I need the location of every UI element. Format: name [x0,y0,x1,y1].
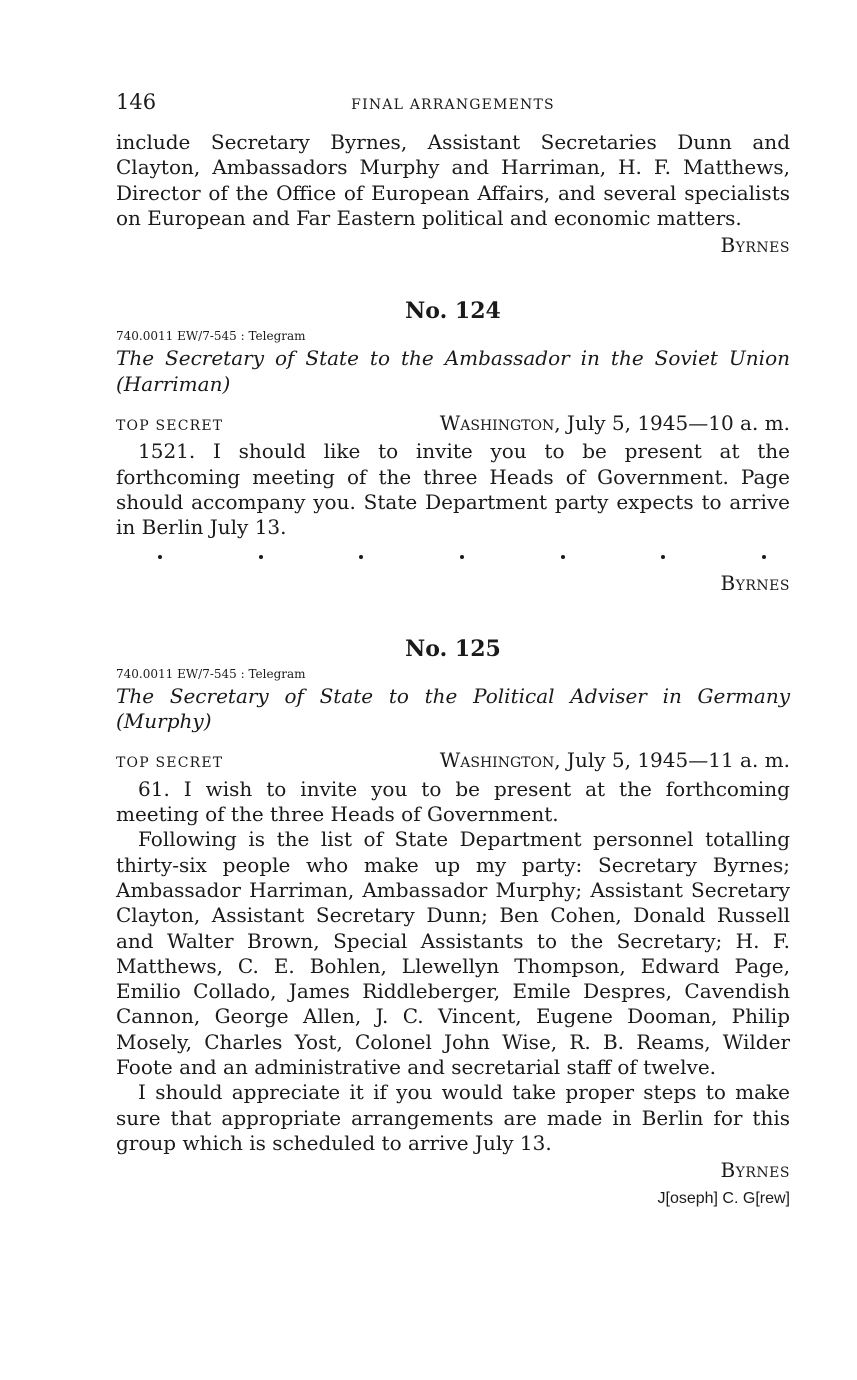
paragraph-125-2: Following is the list of State Department personnel totalling thirty-six people who make up my party: Secretary Byrnes; Ambassador Harriman, Ambassador Murphy; Assistant Secretary Clayton, Assistant Secretary Dunn; Ben Cohen, Donald Russell and Walter Brown, Special Assistants to the Secretary; H. F. Matthews, C. E. Bohlen, Llewellyn Thompson, Edward Page, Emilio Collado, James Riddleberger, Emile Despres, Cavendish Cannon, George Allen, J. C. Vincent, Eugene Dooman, Philip Mosely, Charles Yost, Colonel John Wise, R. B. Reams, Wilder Foote and an administrative and secretarial staff of twelve. [116,827,790,1080]
doc-number-125: No. 125 [405,635,501,662]
dot [359,555,363,559]
dot [762,555,766,559]
classification-124: TOP SECRET [116,418,224,435]
dot [460,555,464,559]
date-text-125: July 5, 1945—11 a. m. [560,748,790,773]
dot [561,555,565,559]
date-text-124: July 5, 1945—10 a. m. [560,411,790,436]
intro-signature: Byrnes [720,233,790,258]
doc-title-124: The Secretary of State to the Ambassador in the Soviet Union (Harriman) [116,346,790,396]
file-ref-124: 740.0011 EW/7-545 : Telegram [116,329,306,344]
signature-125: Byrnes [720,1158,790,1183]
date-125 [440,748,790,773]
signature-grew: J[oseph] C. G[rew] [657,1189,790,1207]
signature-124: Byrnes [720,570,790,595]
paragraph-124: 1521. I should like to invite you to be present at the forthcoming meeting of the three Heads of Government. Page should accompany you. State Department party expects to arrive in Berlin July 13. [116,439,790,540]
dot [661,555,665,559]
dateline-125 [116,748,790,776]
dateline-124 [116,411,790,439]
paragraph-125-3: I should appreciate it if you would take proper steps to make sure that appropriate arrangements are made in Berlin for this group which is scheduled to arrive July 13. [116,1080,790,1155]
place-124: Washington, [439,411,561,436]
intro-paragraph: include Secretary Byrnes, Assistant Secretaries Dunn and Clayton, Ambassadors Murphy and Harriman, H. F. Matthews, Director of the Office of European Affairs, and several specialists on European and Far Eastern political and economic matters. [116,130,790,230]
file-ref-125: 740.0011 EW/7-545 : Telegram [116,666,306,681]
doc-title-125: The Secretary of State to the Political Adviser in Germany (Murphy) [116,683,790,734]
place-125: Washington, [439,748,561,773]
dot [259,555,263,559]
ellipsis-dots [116,547,790,569]
date-124 [440,411,790,436]
running-head: FINAL ARRANGEMENTS [351,97,555,113]
dot [158,555,162,559]
page-header [116,88,790,118]
paragraph-125-1: 61. I wish to invite you to be present at the forthcoming meeting of the three Heads of Government. [116,776,790,827]
page-number: 146 [116,90,157,114]
document-page [116,88,790,1211]
doc-number-124: No. 124 [405,298,501,325]
classification-125: TOP SECRET [116,755,224,772]
